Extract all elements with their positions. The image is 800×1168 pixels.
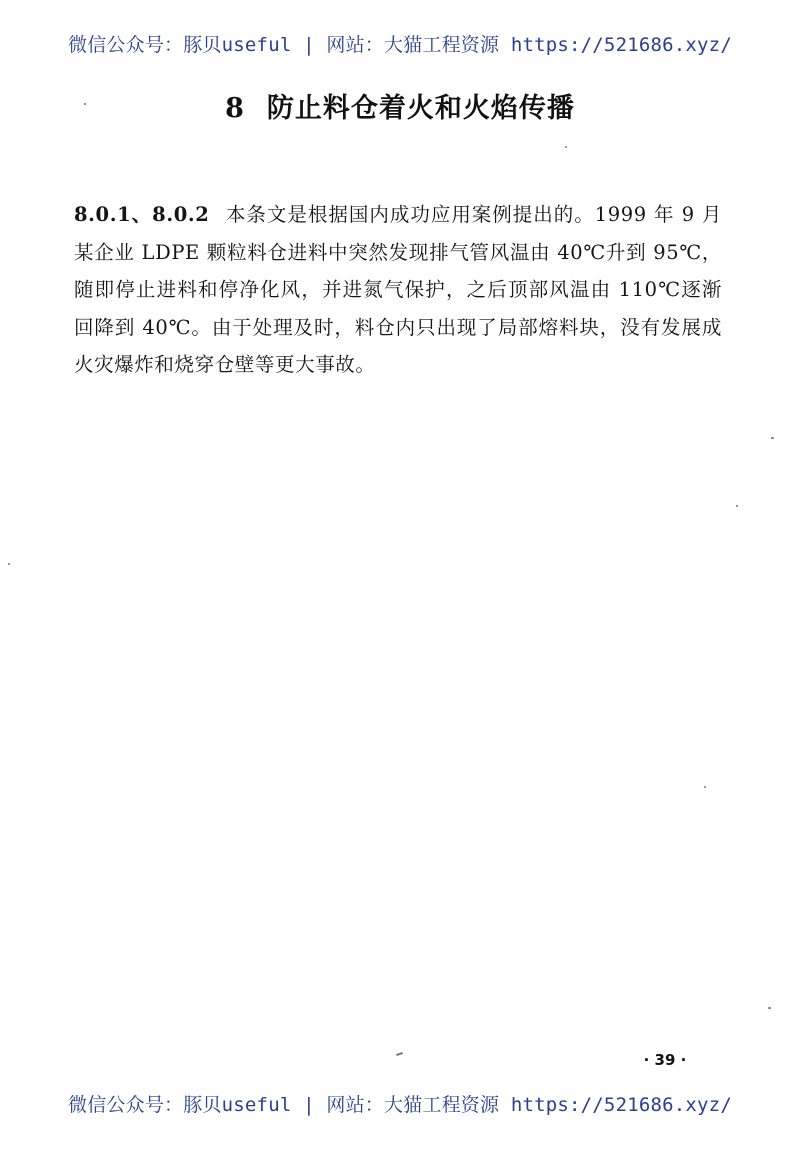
scan-speck — [771, 437, 774, 439]
watermark-top: 微信公众号：豚贝useful | 网站：大猫工程资源 https://521686.xyz/ — [68, 34, 732, 56]
clause-paragraph — [74, 196, 722, 384]
scan-speck — [768, 1007, 771, 1009]
chapter-title: 防止料仓着火和火焰传播 — [266, 93, 575, 124]
scan-speck — [84, 103, 86, 105]
watermark-bottom: 微信公众号：豚贝useful | 网站：大猫工程资源 https://521686.xyz/ — [68, 1094, 732, 1116]
scan-speck — [565, 146, 567, 148]
scan-speck — [8, 563, 10, 565]
scan-speck — [704, 786, 706, 788]
chapter-heading — [0, 86, 800, 125]
clause-id: 8.0.1、8.0.2 — [74, 203, 210, 226]
scan-speck — [736, 505, 738, 507]
scan-speck — [396, 1052, 403, 1056]
clause-text: 本条文是根据国内成功应用案例提出的。1999 年 9 月某企业 LDPE 颗粒料仓进料中突然发现排气管风温由 40℃升到 95℃，随即停止进料和停净化风，并进氮气保护，之后顶部风温由 110℃逐渐回降到 40℃。由于处理及时，料仓内只出现了局部熔料块，没有发展成火灾爆炸和烧穿仓壁等更大事故。 — [74, 203, 722, 376]
chapter-number: 8 — [225, 93, 245, 124]
page-number: · 39 · — [643, 1051, 687, 1069]
